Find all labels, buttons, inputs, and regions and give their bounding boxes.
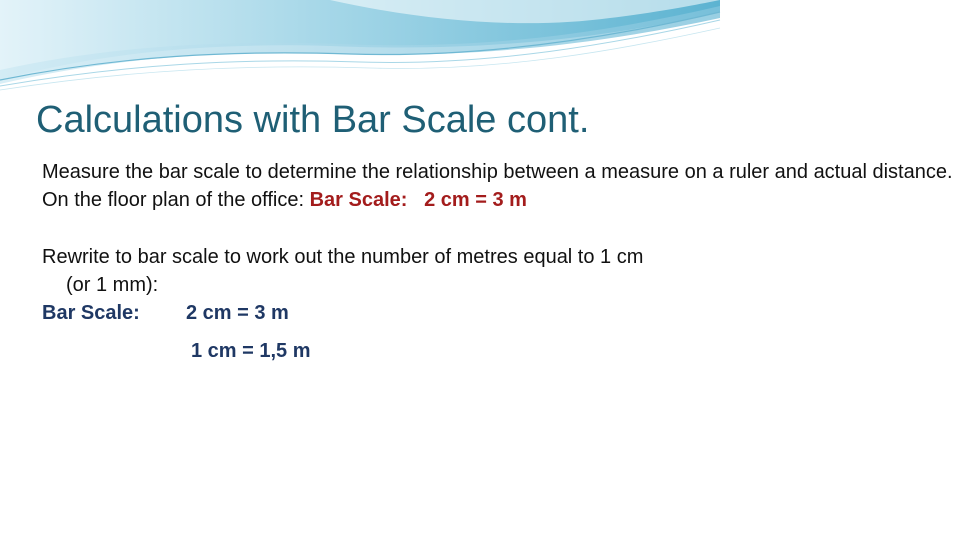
floor-plan-text: On the floor plan of the office: xyxy=(42,189,310,211)
bar-scale-highlight: Bar Scale: 2 cm = 3 m xyxy=(309,189,527,211)
rewrite-text: Rewrite to bar scale to work out the number of metres equal to 1 cm (or 1 mm): xyxy=(42,246,644,296)
bar-scale-row-2 xyxy=(42,327,702,365)
slide-title: Calculations with Bar Scale cont. xyxy=(36,99,590,141)
spacer xyxy=(42,214,702,243)
slide-body xyxy=(42,158,953,365)
bar-scale-label: Bar Scale: xyxy=(42,302,140,324)
paragraph-measure: Measure the bar scale to determine the relationship between a measure on a ruler and actual distance. xyxy=(42,161,953,183)
paragraph-floor-plan xyxy=(42,186,702,214)
equation-2cm: 2 cm = 3 m xyxy=(186,302,289,324)
paragraph-rewrite xyxy=(42,243,666,299)
header-wave-decoration xyxy=(0,0,720,95)
equation-1cm: 1 cm = 1,5 m xyxy=(191,340,311,362)
bar-scale-row xyxy=(42,299,702,327)
